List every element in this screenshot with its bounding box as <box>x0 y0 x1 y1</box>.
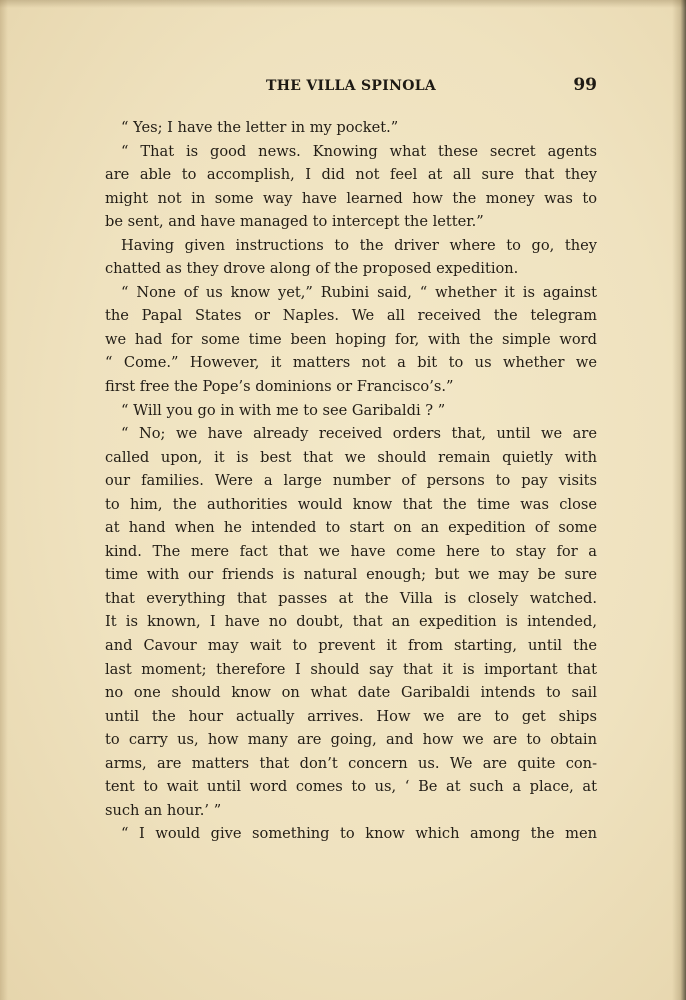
text-line: Having given instructions to the driver where to go, they <box>121 236 597 254</box>
text-line: are able to accomplish, I did not feel at all sure that they <box>105 166 597 184</box>
text-line: “ Yes; I have the letter in my pocket.” <box>121 119 399 136</box>
text-line: the Papal States or Naples. We all received the telegram <box>105 307 597 325</box>
text-line: “ That is good news. Knowing what these secret agents <box>121 142 597 160</box>
text-line: “ Come.” However, it matters not a bit to us whether we <box>105 354 597 372</box>
text-line: time with our friends is natural enough; but we may be sure <box>105 566 597 584</box>
running-title: THE VILLA SPINOLA <box>265 78 436 94</box>
text-line: we had for some time been hoping for, with the simple word <box>105 330 597 348</box>
text-line: “ None of us know yet,” Rubini said, “ whether it is against <box>121 283 597 301</box>
text-line: to him, the authorities would know that the time was close <box>105 495 597 513</box>
text-line: arms, are matters that don’t concern us. We are quite con- <box>105 754 597 772</box>
text-line: to carry us, how many are going, and how we are to obtain <box>105 731 597 749</box>
running-head <box>105 76 597 100</box>
text-line: chatted as they drove along of the proposed expedition. <box>105 260 519 278</box>
text-line: first free the Pope’s dominions or Francisco’s.” <box>105 378 454 396</box>
text-line: be sent, and have managed to intercept the letter.” <box>105 213 484 231</box>
text-line: “ No; we have already received orders that, until we are <box>121 425 597 443</box>
page-top-shadow <box>0 0 686 8</box>
text-line: no one should know on what date Garibaldi intends to sail <box>105 684 597 702</box>
text-line: last moment; therefore I should say that it is important that <box>105 660 597 678</box>
text-line: tent to wait until word comes to us, ‘ Be at such a place, at <box>105 778 597 796</box>
text-line: might not in some way have learned how the money was to <box>105 189 597 207</box>
text-line: It is known, I have no doubt, that an expedition is intended, <box>105 613 597 631</box>
text-line: “ I would give something to know which among the men <box>121 825 597 843</box>
text-line: our families. Were a large number of persons to pay visits <box>105 472 597 490</box>
page-number: 99 <box>573 75 597 95</box>
text-line: at hand when he intended to start on an expedition of some <box>105 519 597 537</box>
text-line: such an hour.’ ” <box>105 801 222 819</box>
text-line: until the hour actually arrives. How we are to get ships <box>105 707 597 725</box>
text-line: called upon, it is best that we should remain quietly with <box>105 448 597 466</box>
page-left-shadow <box>0 0 8 1000</box>
text-line: and Cavour may wait to prevent it from starting, until the <box>105 637 597 655</box>
body-text <box>105 116 597 846</box>
text-line: “ Will you go in with me to see Garibaldi ? ” <box>121 401 446 419</box>
text-line: that everything that passes at the Villa is closely watched. <box>105 589 597 607</box>
page-right-shadow <box>672 0 686 1000</box>
text-line: kind. The mere fact that we have come here to stay for a <box>105 542 597 560</box>
